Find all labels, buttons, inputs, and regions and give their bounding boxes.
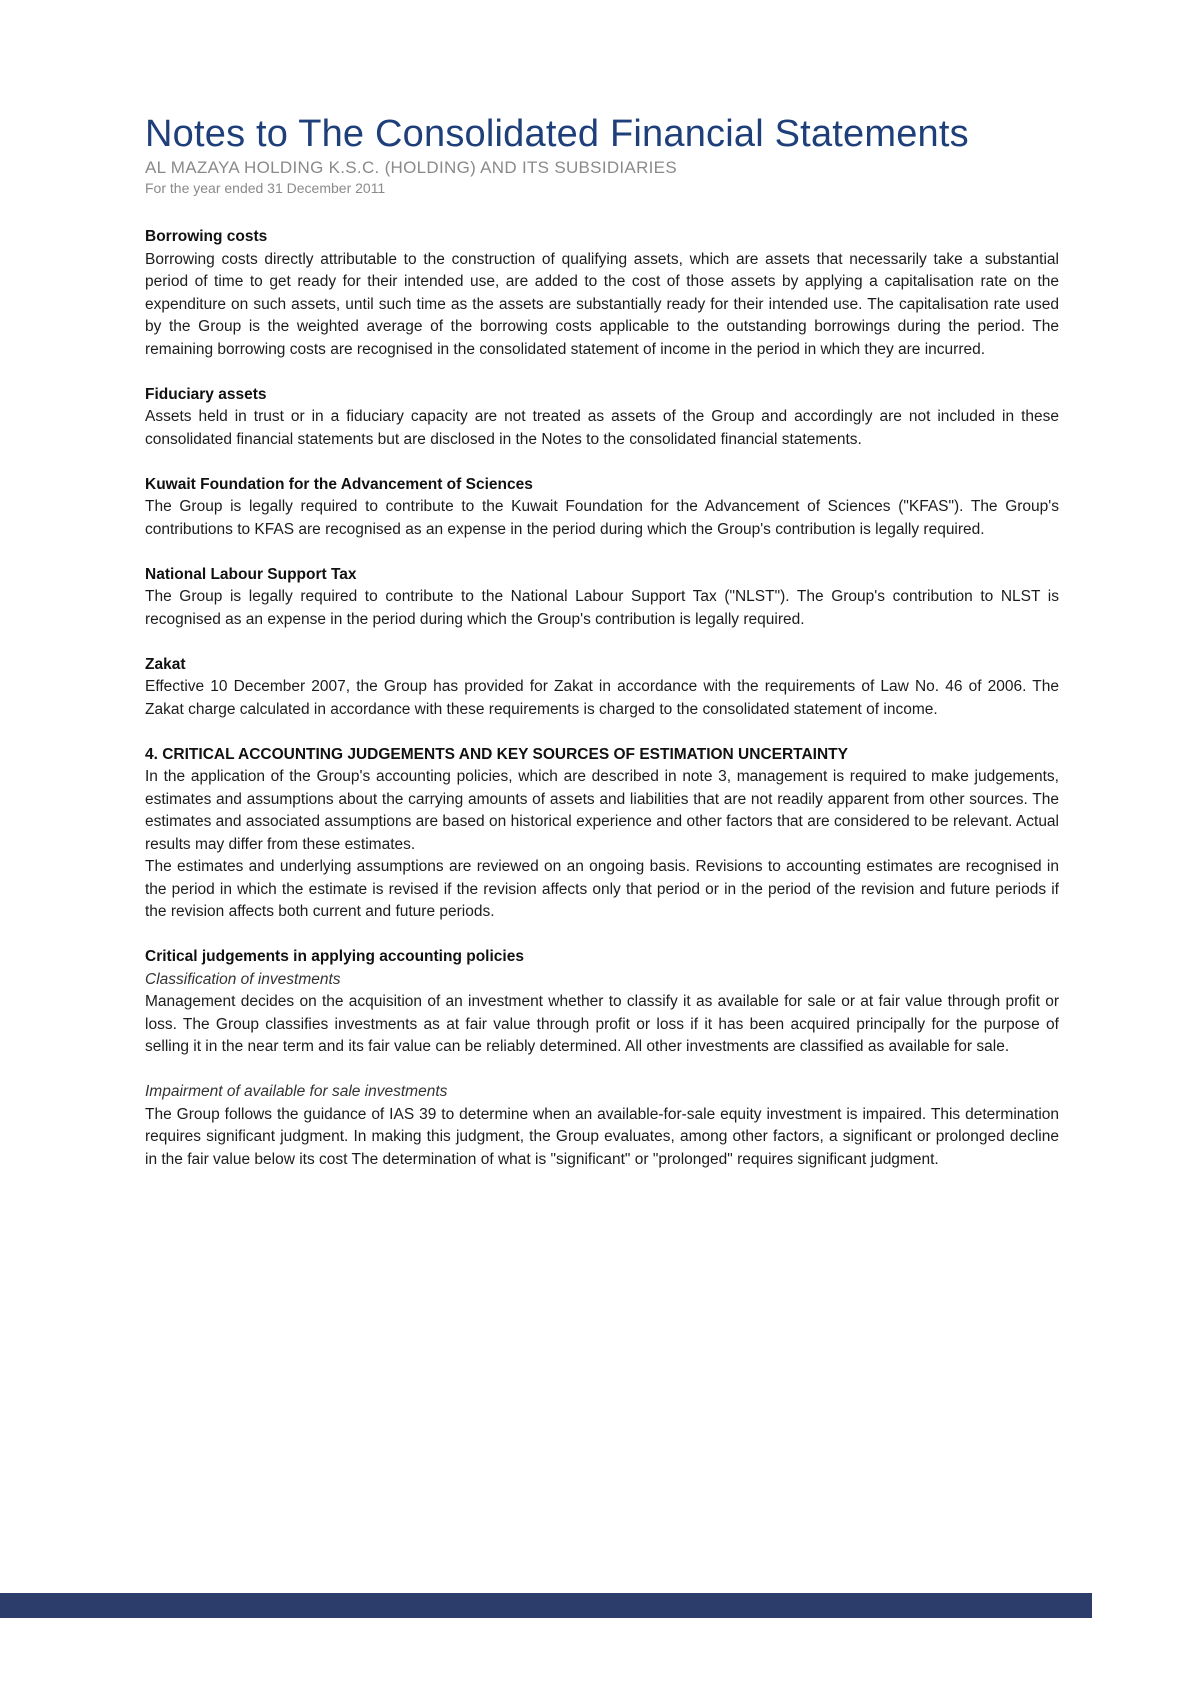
company-name: AL MAZAYA HOLDING K.S.C. (HOLDING) AND ITS SUBSIDIARIES <box>145 158 677 177</box>
footer-bar <box>0 1593 1092 1618</box>
section-paragraph: The Group is legally required to contribute to the Kuwait Foundation for the Advancement of Sciences ("KFAS"). The Group's contributions to KFAS are recognised as an expense in the period during which the Group's contribution is legally required. <box>145 498 1059 538</box>
reporting-period: For the year ended 31 December 2011 <box>145 180 386 196</box>
section-paragraph: Borrowing costs directly attributable to the construction of qualifying assets, which are assets that necessarily take a substantial period of time to get ready for their intended use, are added to the cost of those assets by applying a capitalisation rate on the expenditure on such assets, until such time as the assets are substantially ready for their intended use. The capitalisation rate used by the Group is the weighted average of the borrowing costs applicable to the outstanding borrowings during the period. The remaining borrowing costs are recognised in the consolidated statement of income in the period in which they are incurred. <box>145 250 1059 358</box>
section-heading: 4. CRITICAL ACCOUNTING JUDGEMENTS AND KEY SOURCES OF ESTIMATION UNCERTAINTY <box>145 745 848 763</box>
section-heading: Borrowing costs <box>145 228 268 245</box>
section-accounting-policies <box>145 946 1059 1171</box>
section-heading: Kuwait Foundation for the Advancement of Sciences <box>145 475 533 493</box>
subsection-heading: Classification of investments <box>145 970 341 988</box>
section-heading: National Labour Support Tax <box>145 565 357 583</box>
section-heading: Fiduciary assets <box>145 385 267 403</box>
section-zakat <box>145 654 1059 722</box>
notes-body <box>145 226 1059 1194</box>
section-paragraph: The Group is legally required to contribute to the National Labour Support Tax ("NLST"). The Group's contribution to NLST is recognised as an expense in the period during which the Group's contribution is legally required. <box>145 588 1059 628</box>
section-kfas <box>145 474 1059 542</box>
section-critical-judgements <box>145 744 1059 924</box>
page-title: Notes to The Consolidated Financial Statements <box>145 113 969 155</box>
section-fiduciary-assets <box>145 384 1059 452</box>
section-paragraph: Effective 10 December 2007, the Group has provided for Zakat in accordance with the requirements of Law No. 46 of 2006. The Zakat charge calculated in accordance with these requirements is charged to the consolidated statement of income. <box>145 678 1059 718</box>
section-paragraph: In the application of the Group's accounting policies, which are described in note 3, management is required to make judgements, estimates and assumptions about the carrying amounts of assets and liabilities that are not readily apparent from other sources. The estimates and associated assumptions are based on historical experience and other factors that are considered to be relevant. Actual results may differ from these estimates. <box>145 768 1059 853</box>
section-nlst <box>145 564 1059 632</box>
section-paragraph: Management decides on the acquisition of an investment whether to classify it as available for sale or at fair value through profit or loss. The Group classifies investments as at fair value through profit or loss if it has been acquired principally for the purpose of selling it in the near term and its fair value can be reliably determined. All other investments are classified as available for sale. <box>145 993 1059 1055</box>
page-header <box>145 112 1065 197</box>
section-paragraph: The estimates and underlying assumptions are reviewed on an ongoing basis. Revisions to accounting estimates are recognised in the period in which the estimate is revised if the revision affects only that period or in the period of the revision and future periods if the revision affects both current and future periods. <box>145 858 1059 920</box>
section-borrowing-costs <box>145 226 1059 361</box>
subsection-heading: Impairment of available for sale investments <box>145 1083 448 1100</box>
section-paragraph: The Group follows the guidance of IAS 39 to determine when an available-for-sale equity investment is impaired. This determination requires significant judgment. In making this judgment, the Group evaluates, among other factors, a significant or prolonged decline in the fair value below its cost The determination of what is "significant" or "prolonged" requires significant judgment. <box>145 1105 1059 1168</box>
section-paragraph: Assets held in trust or in a fiduciary capacity are not treated as assets of the Group and accordingly are not included in these consolidated financial statements but are disclosed in the Notes to the consolidated financial statements. <box>145 408 1059 448</box>
section-heading: Zakat <box>145 655 186 673</box>
section-heading: Critical judgements in applying accounting policies <box>145 948 524 965</box>
